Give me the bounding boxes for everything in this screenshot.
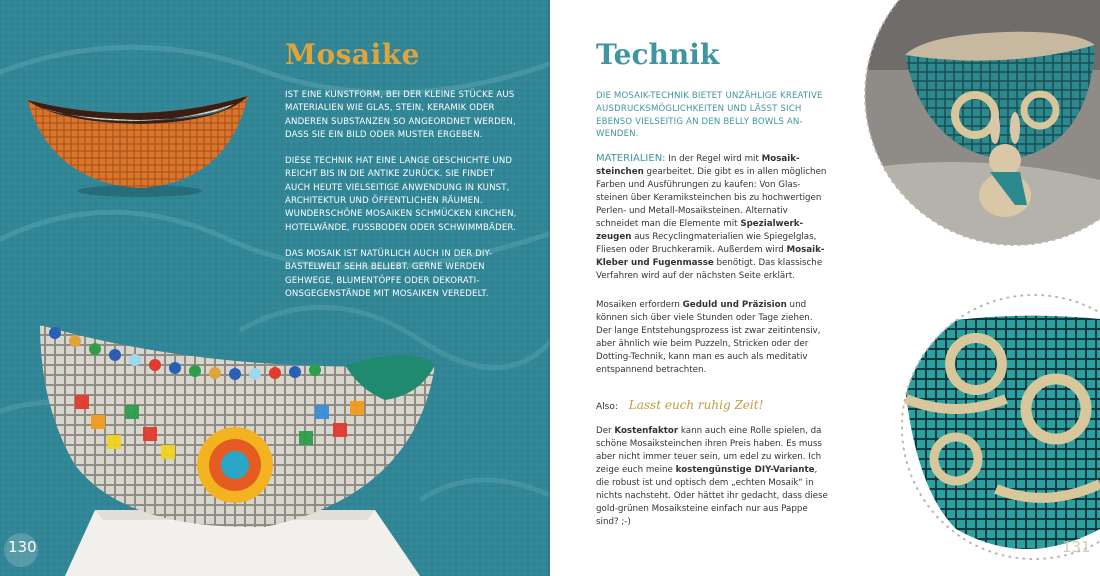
text-run: und können sich über viele Stunden oder Tage ziehen. Der lange Entstehungsprozess ist zwar zeitintensiv, aber ähnlich wie beim Puzzeln, Stricken oder der Dotting-Technik, kann man es auch als meditativ entspannend betrachten. bbox=[596, 300, 821, 375]
bold-term: Geduld und Präzision bbox=[682, 300, 787, 310]
text-run: aus Recyclingmaterialien wie Spiegelglas, Fliesen oder Bruchkeramik. Außerdem wird bbox=[596, 232, 817, 255]
bold-term: Mosaik-Kleber und Fugenmasse bbox=[596, 245, 825, 268]
text-run: Der bbox=[596, 426, 615, 436]
page-title-mosaike: Mosaike bbox=[285, 38, 420, 71]
page-number-text: 130 bbox=[8, 538, 37, 556]
materials-label: MATERIALIEN: bbox=[596, 153, 666, 164]
bold-term: Mosaiksteinchen bbox=[596, 154, 800, 177]
script-quote: Lasst euch ruhig Zeit! bbox=[628, 398, 764, 412]
materials-paragraph bbox=[596, 152, 828, 283]
gold-green-bowl-photo bbox=[896, 289, 1100, 576]
also-label: Also: bbox=[596, 402, 618, 412]
left-body-text bbox=[285, 89, 517, 314]
intro-text: DIE MOSAIK-TECHNIK BIETET UNZÄHLIGE KREATIVE AUSDRUCKSMÖGLICHKEITEN UND LÄSST SICH EBENSO VIELSEITIG AN DEN BELLY BOWLS ANWENDEN. bbox=[596, 91, 823, 140]
text-run: kann auch eine Rolle spielen, da schöne Mosaiksteinchen ihren Preis haben. Es muss aber nicht immer teuer sein, um edel zu wirken. Ich zeige euch meine bbox=[596, 426, 822, 475]
page-title-technik: Technik bbox=[596, 38, 720, 71]
bold-term: Spezialwerkzeugen bbox=[596, 219, 804, 242]
text-run: In der Regel wird mit bbox=[665, 154, 762, 164]
left-paragraph: IST EINE KUNSTFORM, BEI DER KLEINE STÜCKE AUS MATERIALIEN WIE GLAS, STEIN, KERAMIK ODER ANDEREN SUBSTANZEN SO ANGEORDNET WERDEN, DASS SIE EIN BILD ODER MUSTER ERGEBEN. bbox=[285, 90, 516, 140]
text-run: Mosaiken erfordern bbox=[596, 300, 683, 310]
text-run: benötigt. Das klassische Verfahren wird auf der nächsten Seite erklärt. bbox=[596, 258, 823, 281]
bowl-with-bunny-photo bbox=[855, 0, 1100, 260]
cost-paragraph bbox=[596, 425, 828, 529]
right-page bbox=[550, 0, 1100, 576]
bold-term: Kostenfaktor bbox=[614, 426, 679, 436]
colorful-mosaic-bowl-photo bbox=[15, 305, 435, 576]
page-number-right bbox=[1062, 538, 1091, 556]
also-line bbox=[596, 398, 763, 412]
left-paragraph: DIESE TECHNIK HAT EINE LANGE GESCHICHTE UND REICHT BIS IN DIE ANTIKE ZURÜCK. SIE FINDET AUCH HEUTE VIELSEITIGE ANWENDUNG IN KUNST, ARCHITEKTUR UND ÖFFENTLICHEN RÄUMEN. WUNDERSCHÖNE MOSAIKEN SCHMÜCKEN KIRCHEN, HOTELWÄNDE, FUSSBODEN ODER SCHWIMMBÄDER. bbox=[285, 156, 517, 233]
orange-mosaic-bowl-photo bbox=[22, 88, 252, 198]
page-number-text: 131 bbox=[1062, 538, 1091, 556]
text-run: gearbeitet. Die gibt es in allen möglichen Farben und Ausführungen zu kaufen: Von Glassteinen über Keramiksteinchen bis zu hochwertigen Perlen- und Metall-Mosaiksteinen. Alternativ schneidet man die Elemente mit bbox=[596, 167, 827, 229]
patience-paragraph bbox=[596, 299, 828, 377]
page-number-left bbox=[8, 538, 37, 556]
bold-term: kostengünstige DIY-Variante bbox=[675, 465, 815, 475]
left-paragraph: DAS MOSAIK IST NATÜRLICH AUCH IN DER DIY-BASTELWELT SEHR BELIEBT. GERNE WERDEN GEHWEGE, BLUMENTÖPFE ODER DEKORATIONSGEGENSTÄNDE MIT MOSAIKEN VEREDELT. bbox=[285, 248, 493, 299]
text-run: , die robust ist und optisch dem „echten Mosaik“ in nichts nachsteht. Oder hättet ihr gedacht, dass diese gold-grünen Mosaiksteine einfach nur aus Pappe sind? ;-) bbox=[596, 465, 828, 527]
